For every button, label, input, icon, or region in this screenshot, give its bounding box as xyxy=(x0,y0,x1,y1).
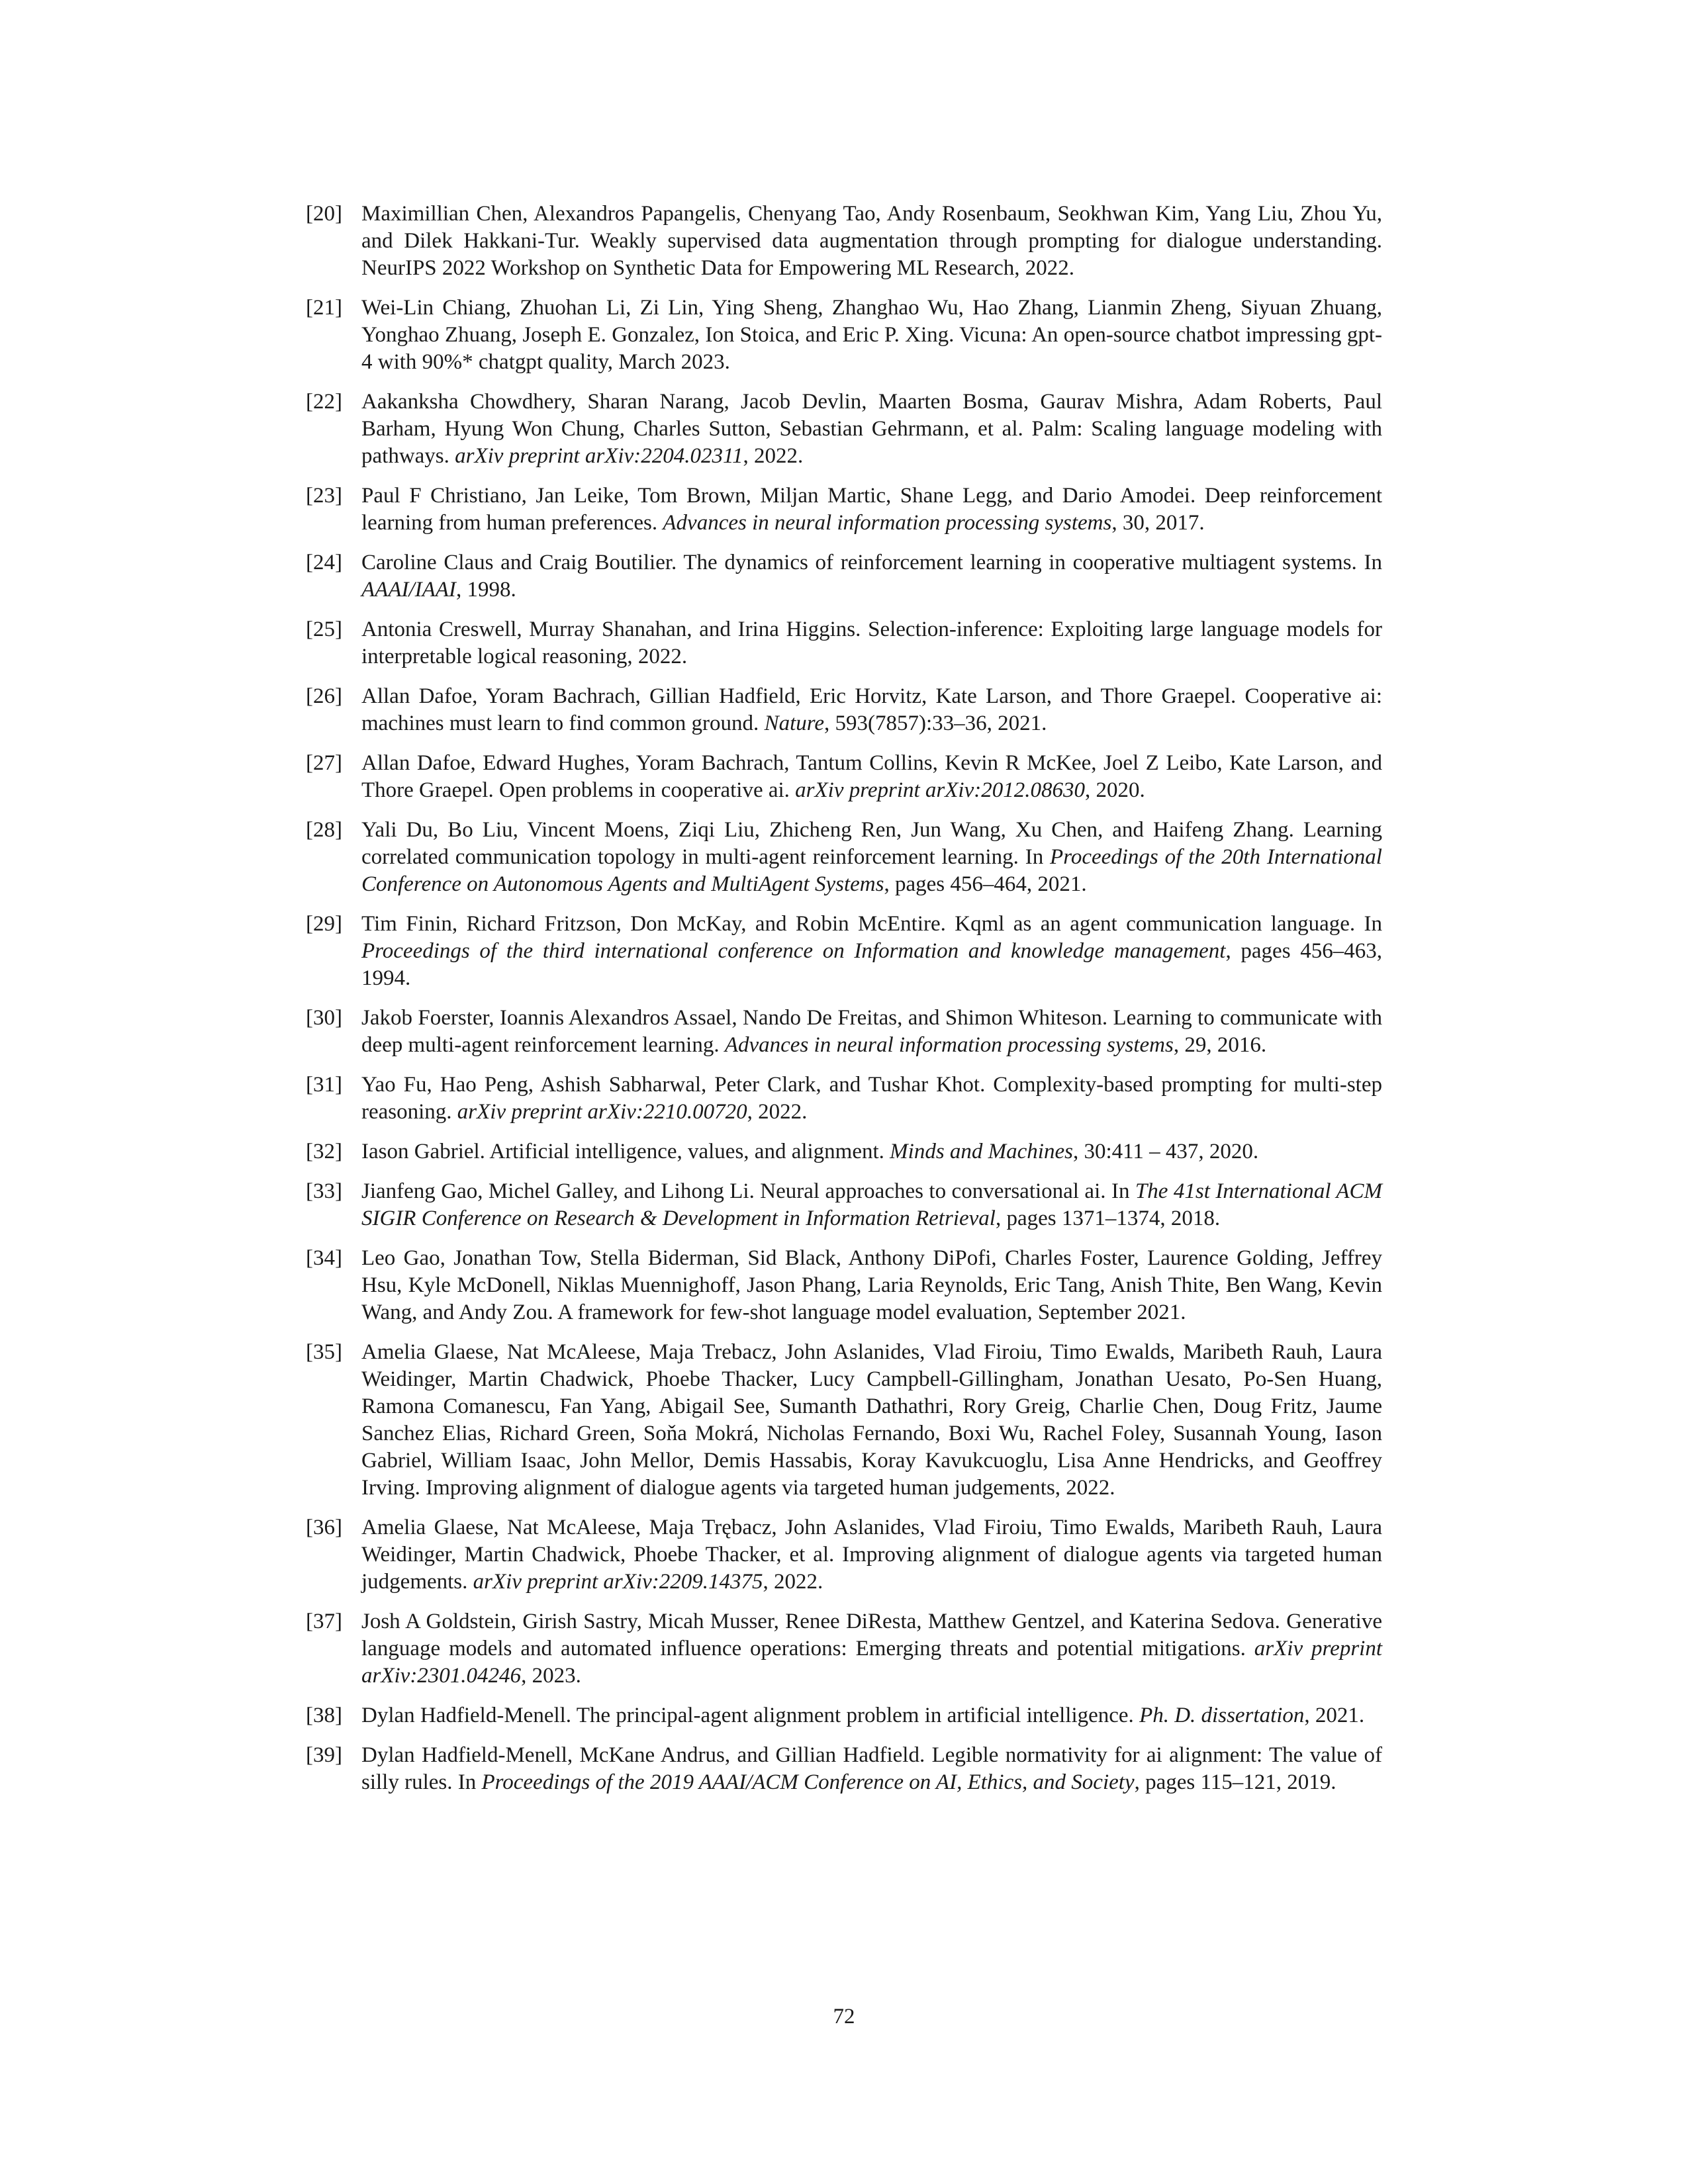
page-number: 72 xyxy=(833,2005,855,2028)
reference-item xyxy=(306,1071,1382,1126)
reference-venue: arXiv preprint arXiv:2209.14375 xyxy=(473,1570,763,1594)
reference-text xyxy=(361,616,1382,670)
reference-segment: Aakanksha Chowdhery, Sharan Narang, Jacob Devlin, Maarten Bosma, Gaurav Mishra, Adam Roberts, Paul Barham, Hyung Won Chung, Charles Sutton, Sebastian Gehrmann, et al. Palm: Scaling language modeling with pathways. xyxy=(361,390,1382,468)
reference-item xyxy=(306,388,1382,470)
reference-segment: Allan Dafoe, Yoram Bachrach, Gillian Hadfield, Eric Horvitz, Kate Larson, and Thore Graepel. Cooperative ai: machines must learn to find common ground. xyxy=(361,684,1382,735)
reference-item xyxy=(306,750,1382,804)
reference-segment: Paul F Christiano, Jan Leike, Tom Brown, Miljan Martic, Shane Legg, and Dario Amodei. Deep reinforcement learning from human preferences. xyxy=(361,484,1382,535)
reference-text xyxy=(361,1138,1382,1165)
reference-segment: , 29, 2016. xyxy=(1173,1033,1267,1057)
reference-text xyxy=(361,482,1382,537)
reference-item xyxy=(306,201,1382,282)
reference-venue: Nature xyxy=(764,711,825,735)
reference-item xyxy=(306,482,1382,537)
reference-segment: , 30:411 – 437, 2020. xyxy=(1072,1140,1259,1163)
reference-segment: Yao Fu, Hao Peng, Ashish Sabharwal, Peter Clark, and Tushar Khot. Complexity-based prompting for multi-step reasoning. xyxy=(361,1073,1382,1124)
reference-number: [28] xyxy=(306,818,342,842)
reference-segment: Dylan Hadfield-Menell, McKane Andrus, and Gillian Hadfield. Legible normativity for ai alignment: The value of silly rules. In xyxy=(361,1743,1382,1794)
reference-text xyxy=(361,388,1382,470)
reference-venue: Proceedings of the 2019 AAAI/ACM Conference on AI, Ethics, and Society xyxy=(481,1770,1135,1794)
reference-number: [39] xyxy=(306,1743,342,1767)
reference-venue: arXiv preprint arXiv:2012.08630 xyxy=(795,778,1085,802)
reference-number: [20] xyxy=(306,202,342,226)
reference-segment: , pages 456–463, 1994. xyxy=(361,939,1382,990)
reference-number: [22] xyxy=(306,390,342,414)
reference-segment: Jianfeng Gao, Michel Galley, and Lihong Li. Neural approaches to conversational ai. In xyxy=(361,1179,1135,1203)
reference-number: [23] xyxy=(306,484,342,508)
reference-venue: Minds and Machines xyxy=(890,1140,1073,1163)
reference-segment: Amelia Glaese, Nat McAleese, Maja Trebacz, John Aslanides, Vlad Firoiu, Timo Ewalds, Maribeth Rauh, Laura Weidinger, Martin Chadwick, Phoebe Thacker, Lucy Campbell-Gillingham, Jonathan Uesato, Po-Sen Huang, Ramona Comanescu, Fan Yang, Abigail See, Sumanth Dathathri, Rory Greig, Charlie Chen, Doug Fritz, Jaume Sanchez Elias, Richard Green, Soňa Mokrá, Nicholas Fernando, Boxi Wu, Rachel Foley, Susannah Young, Iason Gabriel, William Isaac, John Mellor, Demis Hassabis, Koray Kavukcuoglu, Lisa Anne Hendricks, and Geoffrey Irving. Improving alignment of dialogue agents via targeted human judgements, 2022. xyxy=(361,1340,1382,1500)
reference-segment: , 2023. xyxy=(521,1664,581,1688)
reference-number: [27] xyxy=(306,751,342,775)
reference-item xyxy=(306,817,1382,898)
reference-number: [26] xyxy=(306,684,342,708)
reference-segment: , 1998. xyxy=(455,578,516,602)
reference-number: [21] xyxy=(306,296,342,320)
reference-text xyxy=(361,1608,1382,1690)
reference-item xyxy=(306,1138,1382,1165)
reference-item xyxy=(306,295,1382,376)
reference-number: [38] xyxy=(306,1704,342,1727)
reference-segment: Antonia Creswell, Murray Shanahan, and Irina Higgins. Selection-inference: Exploiting large language models for interpretable logical reasoning, 2022. xyxy=(361,617,1382,668)
reference-number: [35] xyxy=(306,1340,342,1364)
reference-item xyxy=(306,1702,1382,1729)
reference-number: [36] xyxy=(306,1516,342,1539)
reference-number: [31] xyxy=(306,1073,342,1097)
reference-number: [32] xyxy=(306,1140,342,1163)
reference-item xyxy=(306,1608,1382,1690)
reference-venue: Advances in neural information processing systems xyxy=(663,511,1112,535)
reference-item xyxy=(306,911,1382,992)
reference-text xyxy=(361,1005,1382,1059)
reference-number: [25] xyxy=(306,617,342,641)
reference-segment: Yali Du, Bo Liu, Vincent Moens, Ziqi Liu, Zhicheng Ren, Jun Wang, Xu Chen, and Haifeng Zhang. Learning correlated communication topology in multi-agent reinforcement learning. In xyxy=(361,818,1382,869)
reference-text xyxy=(361,911,1382,992)
reference-text xyxy=(361,683,1382,737)
reference-text xyxy=(361,1702,1382,1729)
reference-text xyxy=(361,1071,1382,1126)
reference-segment: , pages 115–121, 2019. xyxy=(1134,1770,1336,1794)
reference-text xyxy=(361,201,1382,282)
reference-segment: , 593(7857):33–36, 2021. xyxy=(824,711,1047,735)
reference-segment: , 2022. xyxy=(743,444,804,468)
reference-item xyxy=(306,616,1382,670)
reference-item xyxy=(306,1742,1382,1796)
reference-venue: AAAI/IAAI xyxy=(361,578,456,602)
reference-text xyxy=(361,1178,1382,1232)
reference-segment: Maximillian Chen, Alexandros Papangelis, Chenyang Tao, Andy Rosenbaum, Seokhwan Kim, Yang Liu, Zhou Yu, and Dilek Hakkani-Tur. Weakly supervised data augmentation through prompting for dialogue understanding. NeurIPS 2022 Workshop on Synthetic Data for Empowering ML Research, 2022. xyxy=(361,202,1382,280)
reference-venue: Advances in neural information processing systems xyxy=(724,1033,1174,1057)
reference-list xyxy=(306,201,1382,1809)
reference-text xyxy=(361,817,1382,898)
reference-segment: Amelia Glaese, Nat McAleese, Maja Trębacz, John Aslanides, Vlad Firoiu, Timo Ewalds, Maribeth Rauh, Laura Weidinger, Martin Chadwick, Phoebe Thacker, et al. Improving alignment of dialogue agents via targeted human judgements. xyxy=(361,1516,1382,1594)
reference-segment: Leo Gao, Jonathan Tow, Stella Biderman, Sid Black, Anthony DiPofi, Charles Foster, Laurence Golding, Jeffrey Hsu, Kyle McDonell, Niklas Muennighoff, Jason Phang, Laria Reynolds, Eric Tang, Anish Thite, Ben Wang, Kevin Wang, and Andy Zou. A framework for few-shot language model evaluation, September 2021. xyxy=(361,1246,1382,1324)
reference-number: [29] xyxy=(306,912,342,936)
reference-venue: arXiv preprint arXiv:2210.00720 xyxy=(457,1100,747,1124)
reference-venue: arXiv preprint arXiv:2204.02311 xyxy=(455,444,743,468)
reference-item xyxy=(306,549,1382,604)
reference-item xyxy=(306,1245,1382,1326)
reference-segment: Caroline Claus and Craig Boutilier. The dynamics of reinforcement learning in cooperative multiagent systems. In xyxy=(361,551,1382,574)
reference-number: [37] xyxy=(306,1610,342,1633)
reference-text xyxy=(361,1339,1382,1502)
reference-segment: Allan Dafoe, Edward Hughes, Yoram Bachrach, Tantum Collins, Kevin R McKee, Joel Z Leibo, Kate Larson, and Thore Graepel. Open problems in cooperative ai. xyxy=(361,751,1382,802)
reference-venue: Proceedings of the third international conference on Information and knowledge management xyxy=(361,939,1226,963)
reference-number: [24] xyxy=(306,551,342,574)
reference-text xyxy=(361,1245,1382,1326)
reference-segment: Dylan Hadfield-Menell. The principal-agent alignment problem in artificial intelligence. xyxy=(361,1704,1140,1727)
reference-venue: arXiv preprint arXiv:2301.04246 xyxy=(361,1637,1382,1688)
reference-number: [33] xyxy=(306,1179,342,1203)
reference-item xyxy=(306,1514,1382,1596)
reference-text xyxy=(361,295,1382,376)
reference-segment: , 2020. xyxy=(1085,778,1145,802)
reference-segment: , 2022. xyxy=(763,1570,823,1594)
reference-number: [30] xyxy=(306,1006,342,1030)
reference-venue: Ph. D. dissertation xyxy=(1139,1704,1305,1727)
reference-item xyxy=(306,1178,1382,1232)
reference-item xyxy=(306,1005,1382,1059)
reference-text xyxy=(361,1742,1382,1796)
reference-segment: Tim Finin, Richard Fritzson, Don McKay, and Robin McEntire. Kqml as an agent communication language. In xyxy=(361,912,1382,936)
reference-segment: Iason Gabriel. Artificial intelligence, values, and alignment. xyxy=(361,1140,890,1163)
reference-venue: The 41st International ACM SIGIR Conference on Research & Development in Information Retrieval xyxy=(361,1179,1382,1230)
reference-text xyxy=(361,549,1382,604)
reference-segment: , 2022. xyxy=(747,1100,808,1124)
reference-segment: , pages 456–464, 2021. xyxy=(884,872,1087,896)
reference-number: [34] xyxy=(306,1246,342,1270)
reference-venue: Proceedings of the 20th International Conference on Autonomous Agents and MultiAgent Systems xyxy=(361,845,1382,896)
reference-segment: , 30, 2017. xyxy=(1111,511,1205,535)
reference-segment: , 2021. xyxy=(1304,1704,1365,1727)
reference-text xyxy=(361,1514,1382,1596)
reference-segment: Jakob Foerster, Ioannis Alexandros Assael, Nando De Freitas, and Shimon Whiteson. Learning to communicate with deep multi-agent reinforcement learning. xyxy=(361,1006,1382,1057)
reference-text xyxy=(361,750,1382,804)
reference-item xyxy=(306,1339,1382,1502)
reference-segment: Wei-Lin Chiang, Zhuohan Li, Zi Lin, Ying Sheng, Zhanghao Wu, Hao Zhang, Lianmin Zheng, Siyuan Zhuang, Yonghao Zhuang, Joseph E. Gonzalez, Ion Stoica, and Eric P. Xing. Vicuna: An open-source chatbot impressing gpt-4 with 90%* chatgpt quality, March 2023. xyxy=(361,296,1382,374)
reference-segment: , pages 1371–1374, 2018. xyxy=(995,1206,1221,1230)
reference-segment: Josh A Goldstein, Girish Sastry, Micah Musser, Renee DiResta, Matthew Gentzel, and Katerina Sedova. Generative language models and automated influence operations: Emerging threats and potential mitigations. xyxy=(361,1610,1382,1661)
reference-item xyxy=(306,683,1382,737)
